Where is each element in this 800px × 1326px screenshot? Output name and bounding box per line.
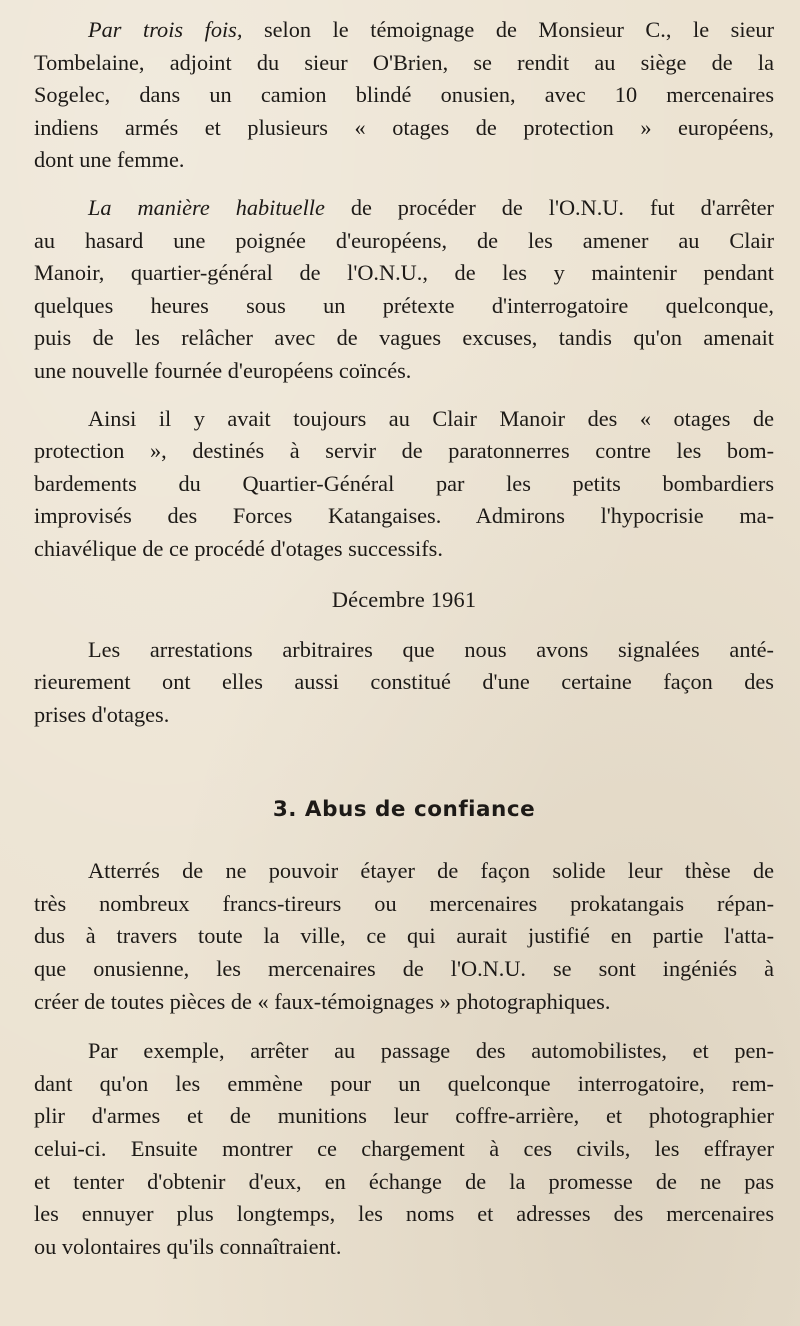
- paragraph-2: [34, 192, 774, 388]
- paragraph-line: chiavélique de ce procédé d'otages successifs.: [34, 535, 443, 561]
- paragraph-line: improvisés des Forces Katangaises. Admirons l'hypocrisie ma-: [34, 503, 774, 529]
- paragraph-line: que onusienne, les mercenaires de l'O.N.U. se sont ingéniés à: [34, 956, 774, 982]
- paragraph-line: Par trois fois, selon le témoignage de Monsieur C., le sieur: [88, 17, 775, 42]
- section-heading: 3. Abus de confiance: [272, 797, 536, 823]
- paragraph-1: [34, 14, 774, 177]
- paragraph-line: Sogelec, dans un camion blindé onusien, avec 10 mercenaires: [34, 82, 774, 108]
- paragraph-6: [34, 1035, 774, 1263]
- paragraph-line: rieurement ont elles aussi constitué d'une certaine façon des: [34, 669, 774, 695]
- paragraph-4: [34, 634, 774, 732]
- paragraph-line: Manoir, quartier-général de l'O.N.U., de les y maintenir pendant: [34, 260, 774, 286]
- italic-lead: La manière habituelle: [88, 194, 325, 220]
- paragraph-3: [34, 403, 774, 566]
- paragraph-line: dus à travers toute la ville, ce qui aurait justifié en partie l'atta-: [34, 923, 774, 949]
- paragraph-line: une nouvelle fournée d'européens coïncés.: [34, 357, 412, 383]
- paragraph-line: très nombreux francs-tireurs ou mercenaires prokatangais répan-: [34, 890, 774, 916]
- paragraph-5: [34, 855, 774, 1018]
- paragraph-line: celui-ci. Ensuite montrer ce chargement à ces civils, les effrayer: [34, 1136, 774, 1162]
- paragraph-line: quelques heures sous un prétexte d'interrogatoire quelconque,: [34, 292, 774, 318]
- paragraph-line: indiens armés et plusieurs « otages de protection » européens,: [34, 114, 774, 140]
- paragraph-line: Ainsi il y avait toujours au Clair Manoir des « otages de: [88, 405, 774, 431]
- paragraph-line: Atterrés de ne pouvoir étayer de façon solide leur thèse de: [88, 858, 774, 884]
- paragraph-line: Par exemple, arrêter au passage des automobilistes, et pen-: [88, 1038, 774, 1064]
- paragraph-line: dont une femme.: [34, 147, 185, 173]
- paragraph-line: Les arrestations arbitraires que nous avons signalées anté-: [88, 636, 774, 662]
- paragraph-line: au hasard une poignée d'européens, de les amener au Clair: [34, 227, 774, 253]
- paragraph-line: La manière habituelle de procéder de l'O.N.U. fut d'arrêter: [88, 194, 774, 220]
- paragraph-line: et tenter d'obtenir d'eux, en échange de la promesse de ne pas: [34, 1168, 774, 1194]
- paragraph-line: puis de les relâcher avec de vagues excuses, tandis qu'on amenait: [34, 325, 774, 351]
- paragraph-line: les ennuyer plus longtemps, les noms et adresses des mercenaires: [34, 1201, 774, 1227]
- paragraph-line: dant qu'on les emmène pour un quelconque interrogatoire, rem-: [34, 1070, 774, 1096]
- paragraph-line: créer de toutes pièces de « faux-témoignages » photographiques.: [34, 988, 611, 1014]
- paragraph-line: plir d'armes et de munitions leur coffre-arrière, et photographier: [34, 1103, 774, 1129]
- paragraph-line: bardements du Quartier-Général par les petits bombardiers: [34, 470, 774, 496]
- date-heading: Décembre 1961: [331, 586, 477, 612]
- italic-lead: Par trois fois,: [88, 17, 243, 42]
- paragraph-line: prises d'otages.: [34, 701, 170, 727]
- paragraph-line: protection », destinés à servir de paratonnerres contre les bom-: [34, 438, 774, 464]
- paragraph-line: ou volontaires qu'ils connaîtraient.: [34, 1233, 342, 1259]
- paragraph-line: Tombelaine, adjoint du sieur O'Brien, se rendit au siège de la: [34, 49, 774, 75]
